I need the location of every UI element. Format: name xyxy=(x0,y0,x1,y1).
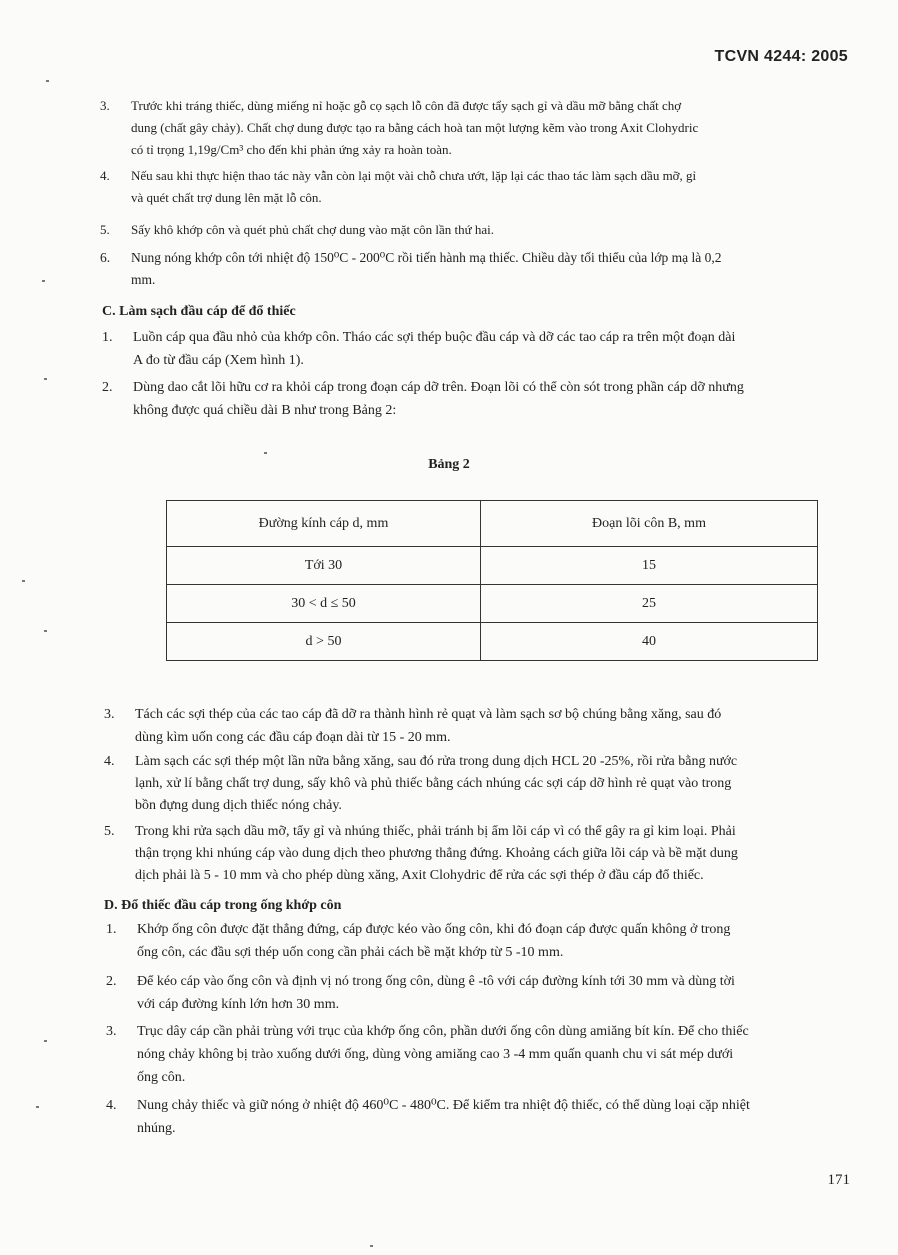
item-number: 6. xyxy=(100,250,111,265)
text-line: và quét chất trợ dung lên mặt lỗ côn. xyxy=(131,190,322,205)
text-line: ống côn. xyxy=(137,1070,186,1085)
text-line: dùng kìm uốn cong các đầu cáp đoạn dài từ 15 - 20 mm. xyxy=(135,730,451,745)
table-cell: d > 50 xyxy=(167,623,481,661)
text-line: Sấy khô khớp côn và quét phủ chất chợ dung vào mặt côn lần thứ hai. xyxy=(131,222,495,237)
item-number: 3. xyxy=(100,98,110,113)
item-number: 4. xyxy=(106,1098,117,1113)
scan-speck xyxy=(42,280,45,282)
text-line: Để kéo cáp vào ống côn và định vị nó trong ống côn, dùng ê -tô với cáp đường kính tới 30 mm và dùng tời xyxy=(137,974,735,989)
table-cell: 15 xyxy=(481,547,818,585)
table-cell: 25 xyxy=(481,585,818,623)
section-heading: D. Đổ thiếc đầu cáp trong ống khớp côn xyxy=(104,898,342,913)
page-number: 171 xyxy=(827,1172,850,1188)
text-line: có tỉ trọng 1,19g/Cm³ cho đến khi phản ứng xảy ra hoàn toàn. xyxy=(131,142,452,157)
text-line: thận trọng khi nhúng cáp vào dung dịch theo phương thẳng đứng. Khoảng cách giữa lõi cáp và bề mặt dung xyxy=(135,846,738,861)
text-line: lạnh, xử lí bằng chất trợ dung, sấy khô và phủ thiếc bằng cách nhúng các sợi cáp dỡ hình rẻ quạt vào trong xyxy=(135,776,732,791)
text-line: không được quá chiều dài B như trong Bảng 2: xyxy=(133,403,397,418)
text-line: bồn đựng dung dịch thiếc nóng chảy. xyxy=(135,798,342,813)
table-header-row xyxy=(167,501,818,547)
text-line: Trong khi rửa sạch dầu mỡ, tẩy gỉ và nhúng thiếc, phải tránh bị ẩm lõi cáp vì có thể gây ra gỉ kim loại. Phải xyxy=(135,824,736,839)
scan-speck xyxy=(370,1245,373,1247)
text-line: dịch phải là 5 - 10 mm và cho phép dùng xăng, Axit Clohydric để rửa các sợi thép ở đầu cáp đổ thiếc. xyxy=(135,868,704,883)
scan-speck xyxy=(44,1040,47,1042)
scan-speck xyxy=(36,1106,39,1108)
text-line: Luồn cáp qua đầu nhỏ của khớp côn. Tháo các sợi thép buộc đầu cáp và dỡ các tao cáp ra trên một đoạn dài xyxy=(133,330,736,345)
item-number: 2. xyxy=(102,380,113,395)
text-line: Nếu sau khi thực hiện thao tác này vẫn còn lại một vài chỗ chưa ướt, lặp lại các thao tác làm sạch dầu mỡ, gỉ xyxy=(131,168,697,183)
text-line: Nung nóng khớp côn tới nhiệt độ 150⁰C - 200⁰C rồi tiến hành mạ thiếc. Chiều dày tối thiểu của lớp mạ là 0,2 xyxy=(131,250,722,265)
text-line: A đo từ đầu cáp (Xem hình 1). xyxy=(133,353,304,368)
text-line: với cáp đường kính lớn hơn 30 mm. xyxy=(137,997,340,1012)
column-header: Đường kính cáp d, mm xyxy=(167,501,481,547)
item-number: 4. xyxy=(104,754,115,769)
table-cell: Tới 30 xyxy=(167,547,481,585)
table-title: Bảng 2 xyxy=(428,457,470,472)
scan-speck xyxy=(264,452,267,454)
text-line: Nung chảy thiếc và giữ nóng ở nhiệt độ 460⁰C - 480⁰C. Để kiểm tra nhiệt độ thiếc, có thể dùng loại cặp nhiệt xyxy=(137,1098,750,1113)
column-header: Đoạn lõi côn B, mm xyxy=(481,501,818,547)
section-heading: C. Làm sạch đầu cáp để đổ thiếc xyxy=(102,304,296,319)
item-number: 5. xyxy=(104,824,115,839)
text-line: ống côn, các đầu sợi thép uốn cong cần phải cách bề mặt khớp từ 5 -10 mm. xyxy=(137,945,564,960)
scan-speck xyxy=(46,80,49,82)
text-line: Trục dây cáp cần phải trùng với trục của khớp ống côn, phần dưới ống côn dùng amiăng bít kín. Để cho thiếc xyxy=(137,1024,749,1039)
text-line: mm. xyxy=(131,272,156,287)
item-number: 1. xyxy=(102,330,113,345)
item-number: 4. xyxy=(100,168,110,183)
table-row xyxy=(167,585,818,623)
text-line: Khớp ống côn được đặt thẳng đứng, cáp được kéo vào ống côn, khi đó đoạn cáp được quấn không ở trong xyxy=(137,922,731,937)
text-line: Làm sạch các sợi thép một lần nữa bằng xăng, sau đó rửa trong dung dịch HCL 20 -25%, rồi rửa bằng nước xyxy=(135,754,738,769)
scan-speck xyxy=(22,580,25,582)
item-number: 2. xyxy=(106,974,117,989)
item-number: 3. xyxy=(104,707,115,722)
table-row xyxy=(167,547,818,585)
item-number: 3. xyxy=(106,1024,117,1039)
text-line: dung (chất gây chảy). Chất chợ dung được tạo ra bằng cách hoà tan một lượng kẽm vào trong Axit Clohydric xyxy=(131,120,699,135)
text-line: nhúng. xyxy=(137,1121,176,1136)
scan-speck xyxy=(44,630,47,632)
item-number: 1. xyxy=(106,922,117,937)
text-line: nóng chảy không bị trào xuống dưới ống, dùng vòng amiăng cao 3 -4 mm quấn quanh chu vi sát mép dưới xyxy=(137,1047,734,1062)
text-line: Dùng dao cắt lõi hữu cơ ra khỏi cáp trong đoạn cáp dỡ trên. Đoạn lõi có thể còn sót trong phần cáp dỡ nhưng xyxy=(133,380,744,395)
item-number: 5. xyxy=(100,222,110,237)
table-cell: 40 xyxy=(481,623,818,661)
text-line: Trước khi tráng thiếc, dùng miếng nỉ hoặc gỗ cọ sạch lỗ côn đã được tẩy sạch gỉ và dầu mỡ bằng chất chợ xyxy=(131,98,682,113)
cable-core-table xyxy=(166,500,818,661)
text-line: Tách các sợi thép của các tao cáp đã dỡ ra thành hình rẻ quạt và làm sạch sơ bộ chúng bằng xăng, sau đó xyxy=(135,707,722,722)
table-cell: 30 < d ≤ 50 xyxy=(167,585,481,623)
scan-speck xyxy=(44,378,47,380)
table-row xyxy=(167,623,818,661)
standard-code: TCVN 4244: 2005 xyxy=(714,48,848,65)
